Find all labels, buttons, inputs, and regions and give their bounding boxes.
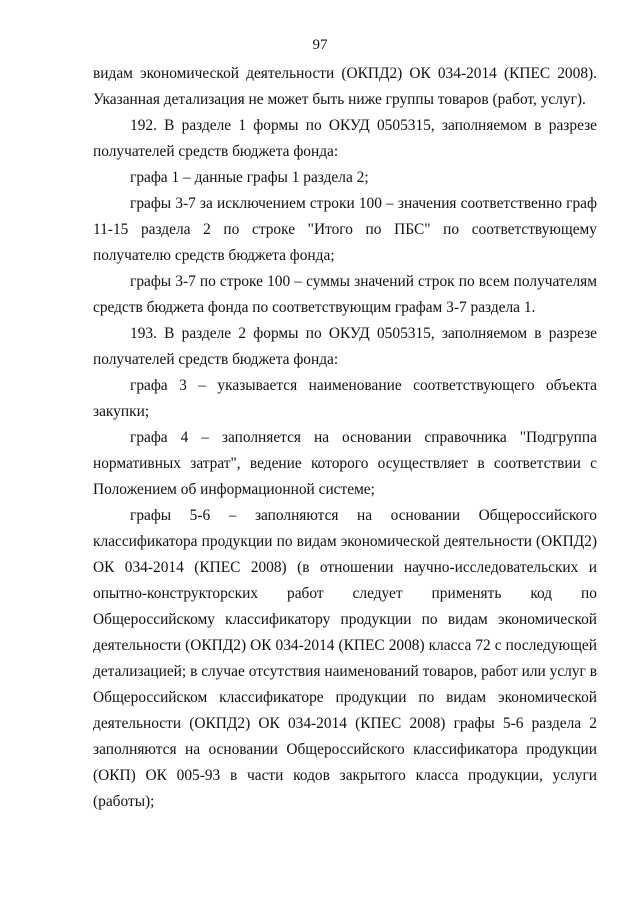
page-number: 97 bbox=[312, 37, 328, 53]
paragraph-column-4: графа 4 – заполняется на основании справочника "Подгруппа нормативных затрат", ведение которого осуществляет в соответствии с Положением об информационной системе; bbox=[93, 429, 597, 498]
paragraph-columns-3-7: графы 3-7 за исключением строки 100 – значения соответственно граф 11-15 раздела 2 по строке "Итого по ПБС" по соответствующему получателю средств бюджета фонда; bbox=[93, 195, 597, 264]
paragraph-columns-5-6: графы 5-6 – заполняются на основании Общероссийского классификатора продукции по видам экономической деятельности (ОКПД2) ОК 034-2014 (КПЕС 2008) (в отношении научно-исследовательских и опытно-конструкторских работ следует применять код по Общероссийскому классификатору продукции по видам экономической деятельности (ОКПД2) ОК 034-2014 (КПЕС 2008) класса 72 с последующей детализацией; в случае отсутствия наименований товаров, работ или услуг в Общероссийском классификаторе продукции по видам экономической деятельности (ОКПД2) ОК 034-2014 (КПЕС 2008) графы 5-6 раздела 2 заполняются на основании Общероссийского классификатора продукции (ОКП) ОК 005-93 в части кодов закрытого класса продукции, услуги (работы); bbox=[93, 507, 597, 810]
paragraph-column-1: графа 1 – данные графы 1 раздела 2; bbox=[130, 169, 369, 186]
document-body bbox=[93, 61, 597, 815]
paragraph-193-intro: 193. В разделе 2 формы по ОКУД 0505315, заполняемом в разрезе получателей средств бюджета фонда: bbox=[93, 325, 597, 368]
paragraph-192-intro: 192. В разделе 1 формы по ОКУД 0505315, заполняемом в разрезе получателей средств бюджета фонда: bbox=[93, 117, 597, 160]
paragraph-1: видам экономической деятельности (ОКПД2) ОК 034-2014 (КПЕС 2008). Указанная детализация не может быть ниже группы товаров (работ, услуг). bbox=[93, 65, 597, 108]
paragraph-columns-3-7-row-100: графы 3-7 по строке 100 – суммы значений строк по всем получателям средств бюджета фонда по соответствующим графам 3-7 раздела 1. bbox=[93, 273, 597, 316]
paragraph-column-3: графа 3 – указывается наименование соответствующего объекта закупки; bbox=[93, 377, 597, 420]
